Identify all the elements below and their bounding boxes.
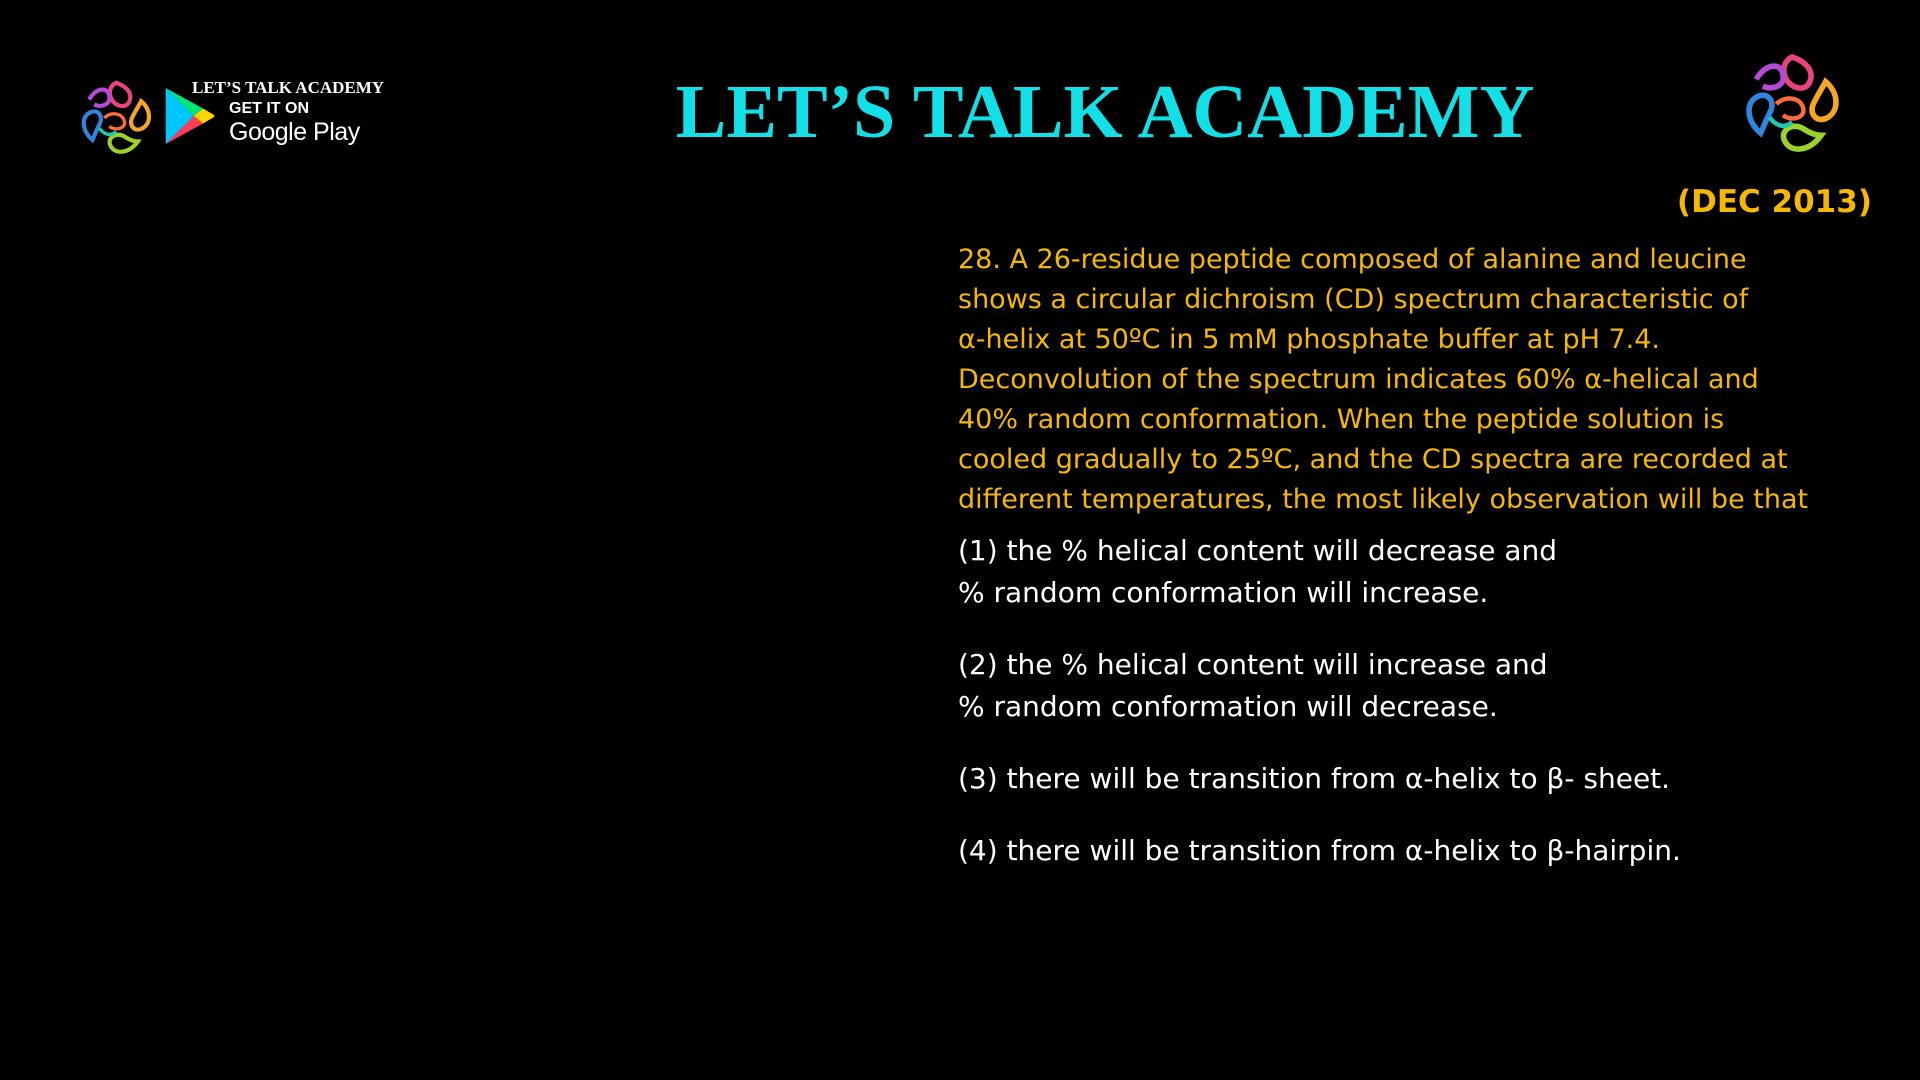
question-line: cooled gradually to 25ºC, and the CD spectra are recorded at [958, 444, 1788, 475]
protein-logo-icon [74, 76, 158, 160]
answer-option-2 [958, 644, 1888, 728]
question-line: α-helix at 50ºC in 5 mM phosphate buffer at pH 7.4. [958, 324, 1661, 355]
question-line: Deconvolution of the spectrum indicates 60% α-helical and [958, 364, 1759, 395]
question-text [958, 240, 1888, 520]
answer-option-1 [958, 530, 1888, 614]
question-line: shows a circular dichroism (CD) spectrum characteristic of [958, 284, 1749, 315]
option-line: % random conformation will increase. [958, 576, 1489, 609]
exam-year-tag: (DEC 2013) [1676, 184, 1872, 220]
option-line: (1) the % helical content will decrease and [958, 534, 1557, 567]
badge-store-label: Google Play [229, 118, 360, 146]
question-line: 40% random conformation. When the peptide solution is [958, 404, 1725, 435]
question-line: different temperatures, the most likely observation will be that [958, 484, 1809, 515]
answer-options [958, 530, 1888, 902]
protein-logo-icon [1736, 48, 1848, 160]
badge-get-it-on-label: GET IT ON [229, 100, 309, 117]
google-play-badge[interactable] [158, 78, 418, 158]
option-line: (3) there will be transition from α-helix to β- sheet. [958, 762, 1671, 795]
option-line: % random conformation will decrease. [958, 690, 1498, 723]
page-title: LET’S TALK ACADEMY [675, 70, 1535, 154]
answer-option-3 [958, 758, 1888, 800]
question-line: 28. A 26-residue peptide composed of alanine and leucine [958, 244, 1747, 275]
option-line: (2) the % helical content will increase and [958, 648, 1548, 681]
answer-option-4 [958, 830, 1888, 872]
badge-academy-label: LET’S TALK ACADEMY [192, 78, 385, 97]
option-line: (4) there will be transition from α-helix to β-hairpin. [958, 834, 1681, 867]
